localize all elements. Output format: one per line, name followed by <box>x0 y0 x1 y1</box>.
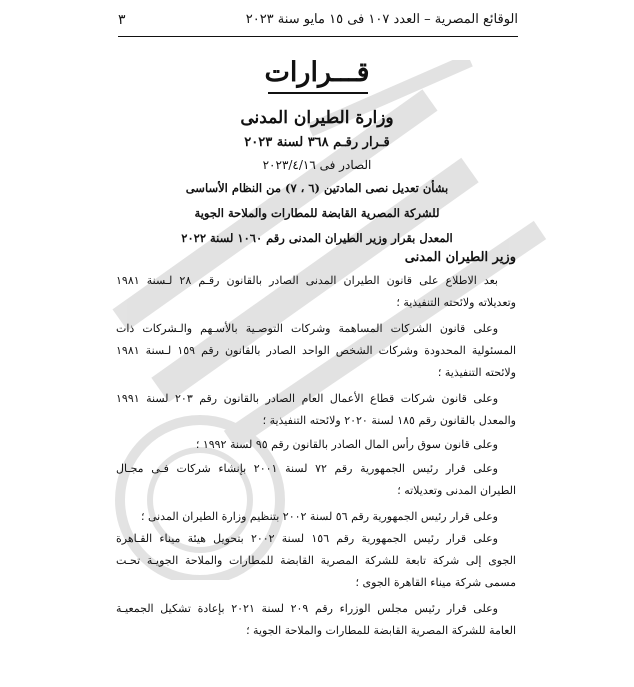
page-header <box>118 8 518 32</box>
paragraph-line: مسمى شركة ميناء القاهرة الجوى ؛ <box>355 576 516 589</box>
header-title: الوقائع المصرية – العدد ١٠٧ فى ١٥ مايو سنة ٢٠٢٣ <box>245 12 518 27</box>
decree-number: قـرار رقـم ٣٦٨ لسنة ٢٠٢٣ <box>244 135 390 150</box>
title-underline <box>268 92 368 94</box>
section-title: قـــرارات <box>264 57 370 88</box>
paragraph-line: وعلى قرار رئيس الجمهورية رقم ١٥٦ لسنة ٢٠٠٢ بتحويل هيئة ميناء القـاهرة <box>116 532 498 545</box>
paragraph-line: وعلى قرار رئيس مجلس الوزراء رقم ٢٠٩ لسنة ٢٠٢١ بإعادة تشكيل الجمعيـة <box>116 602 498 615</box>
paragraph-line: وتعديلاته ولائحته التنفيذية ؛ <box>396 296 516 309</box>
paragraph-line: الجوى إلى شركة تابعة للشركة المصرية القابضة للمطارات والملاحة الجويـة تحـت <box>116 554 516 567</box>
subject-line: المعدل بقرار وزير الطيران المدنى رقم ١٠٦٠ لسنة ٢٠٢٢ <box>181 231 453 245</box>
preamble-paragraph <box>116 506 516 528</box>
paragraph-line: المسئولية المحدودة وشركات الشخص الواحد الصادر بالقانون رقم ١٥٩ لـسنة ١٩٨١ <box>116 344 516 357</box>
preamble-paragraph <box>116 598 516 642</box>
subject-line: للشركة المصرية القابضة للمطارات والملاحة الجوية <box>194 206 440 220</box>
preamble-paragraph <box>116 318 516 384</box>
preamble-paragraph <box>116 528 516 594</box>
issue-date: الصادر فى ٢٠٢٣/٤/١٦ <box>262 158 372 172</box>
paragraph-line: والمعدل بالقانون رقم ١٨٥ لسنة ٢٠٢٠ ولائحته التنفيذية ؛ <box>262 414 516 427</box>
paragraph-line: العامة للشركة المصرية القابضة للمطارات والملاحة الجوية ؛ <box>246 624 516 637</box>
preamble-paragraph <box>116 434 516 456</box>
paragraph-line: بعد الاطلاع على قانون الطيران المدنى الصادر بالقانون رقـم ٢٨ لـسنة ١٩٨١ <box>116 274 498 287</box>
paragraph-line: الطيران المدنى وتعديلاته ؛ <box>397 484 516 497</box>
paragraph-line: وعلى قانون الشركات المساهمة وشركات التوصـية بالأسـهم والـشركات ذات <box>116 322 498 335</box>
preamble-paragraph <box>116 458 516 502</box>
minister-heading: وزير الطيران المدنى <box>404 250 516 265</box>
preamble-paragraph <box>116 270 516 314</box>
paragraph-line: وعلى قانون سوق رأس المال الصادر بالقانون رقم ٩٥ لسنة ١٩٩٢ ؛ <box>195 438 498 451</box>
paragraph-line: وعلى قانون شركات قطاع الأعمال العام الصادر بالقانون رقم ٢٠٣ لسنة ١٩٩١ <box>116 392 499 405</box>
subject-line: بشأن تعديل نصى المادتين (٦ ، ٧) من النظام الأساسى <box>185 181 449 195</box>
paragraph-line: وعلى قرار رئيس الجمهورية رقم ٥٦ لسنة ٢٠٠٢ بتنظيم وزارة الطيران المدنى ؛ <box>140 510 498 523</box>
preamble-paragraph <box>116 388 516 432</box>
ministry-name: وزارة الطيران المدنى <box>240 108 394 128</box>
header-divider <box>118 36 518 37</box>
paragraph-line: وعلى قرار رئيس الجمهورية رقم ٧٢ لسنة ٢٠٠١ بإنشاء شركات فـى مجـال <box>116 462 498 475</box>
paragraph-line: ولائحته التنفيذية ؛ <box>437 366 516 379</box>
page-number: ٣ <box>118 12 126 28</box>
